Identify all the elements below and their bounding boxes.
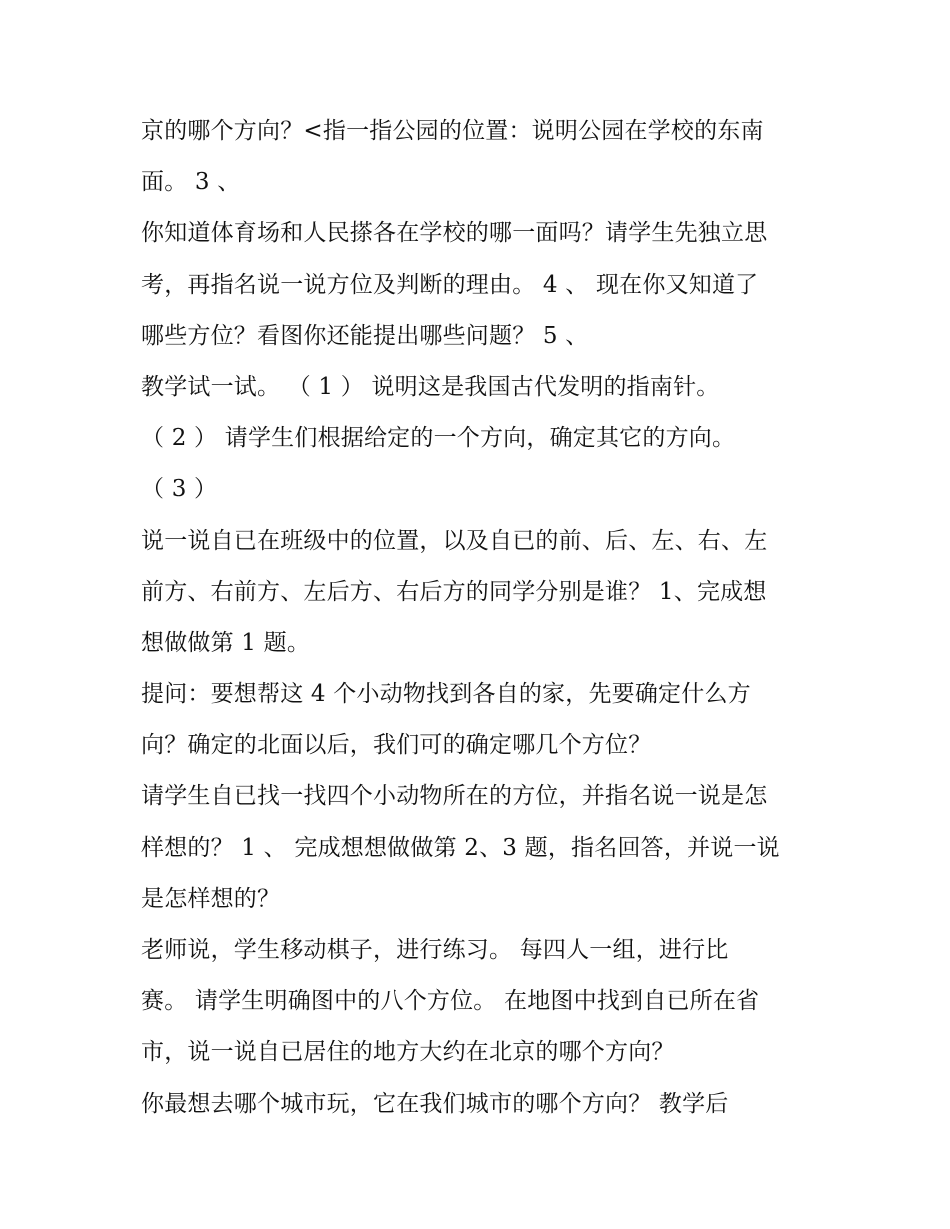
text-line-3: 你知道体育场和人民搽各在学校的哪一面吗？请学生先独立思 xyxy=(141,220,768,247)
text-line-17: 老师说，学生移动棋子，进行练习。 每四人一组，进行比 xyxy=(141,937,729,963)
text-line-9: 说一说自已在班级中的位置，以及自已的前、后、左、右、左 xyxy=(141,527,768,554)
text-line-12: 提问：要想帮这 4 个小动物找到各自的家，先要确定什么方 xyxy=(141,681,751,708)
text-line-6: 教学试一试。 （ 1 ） 说明这是我国古代发明的指南针。 xyxy=(141,373,720,400)
text-line-19: 市，说一说自已居住的地方大约在北京的哪个方向？ xyxy=(141,1039,675,1066)
text-line-15: 样想的？ 1 、 完成想想做做第 2、3 题，指名回答，并说一说 xyxy=(141,834,780,861)
text-line-2: 面。 3 、 xyxy=(141,169,241,196)
text-line-8: （ 3 ） xyxy=(141,476,218,503)
text-line-13: 向？确定的北面以后，我们可的确定哪几个方位？ xyxy=(141,732,652,759)
text-line-10: 前方、右前方、左后方、右后方的同学分别是谁？ 1、完成想 xyxy=(141,578,767,605)
text-line-11: 想做做第 1 题。 xyxy=(141,629,311,656)
text-line-18: 赛。 请学生明确图中的八个方位。 在地图中找到自已所在省 xyxy=(141,988,760,1015)
text-line-4: 考，再指名说一说方位及判断的理由。 4 、 现在你又知道了 xyxy=(141,271,759,298)
body-text xyxy=(141,106,831,1130)
text-line-1: 京的哪个方向？<指一指公园的位置：说明公园在学校的东南 xyxy=(141,118,764,144)
text-line-5: 哪些方位？看图你还能提出哪些问题？ 5 、 xyxy=(141,322,589,349)
text-line-7: （ 2 ） 请学生们根据给定的一个方向，确定其它的方向。 xyxy=(141,425,736,452)
text-line-16: 是怎样想的？ xyxy=(141,885,281,912)
text-line-14: 请学生自已找一找四个小动物所在的方位，并指名说一说是怎 xyxy=(141,783,768,810)
text-line-20: 你最想去哪个城市玩，它在我们城市的哪个方向？ 教学后 xyxy=(141,1090,729,1117)
